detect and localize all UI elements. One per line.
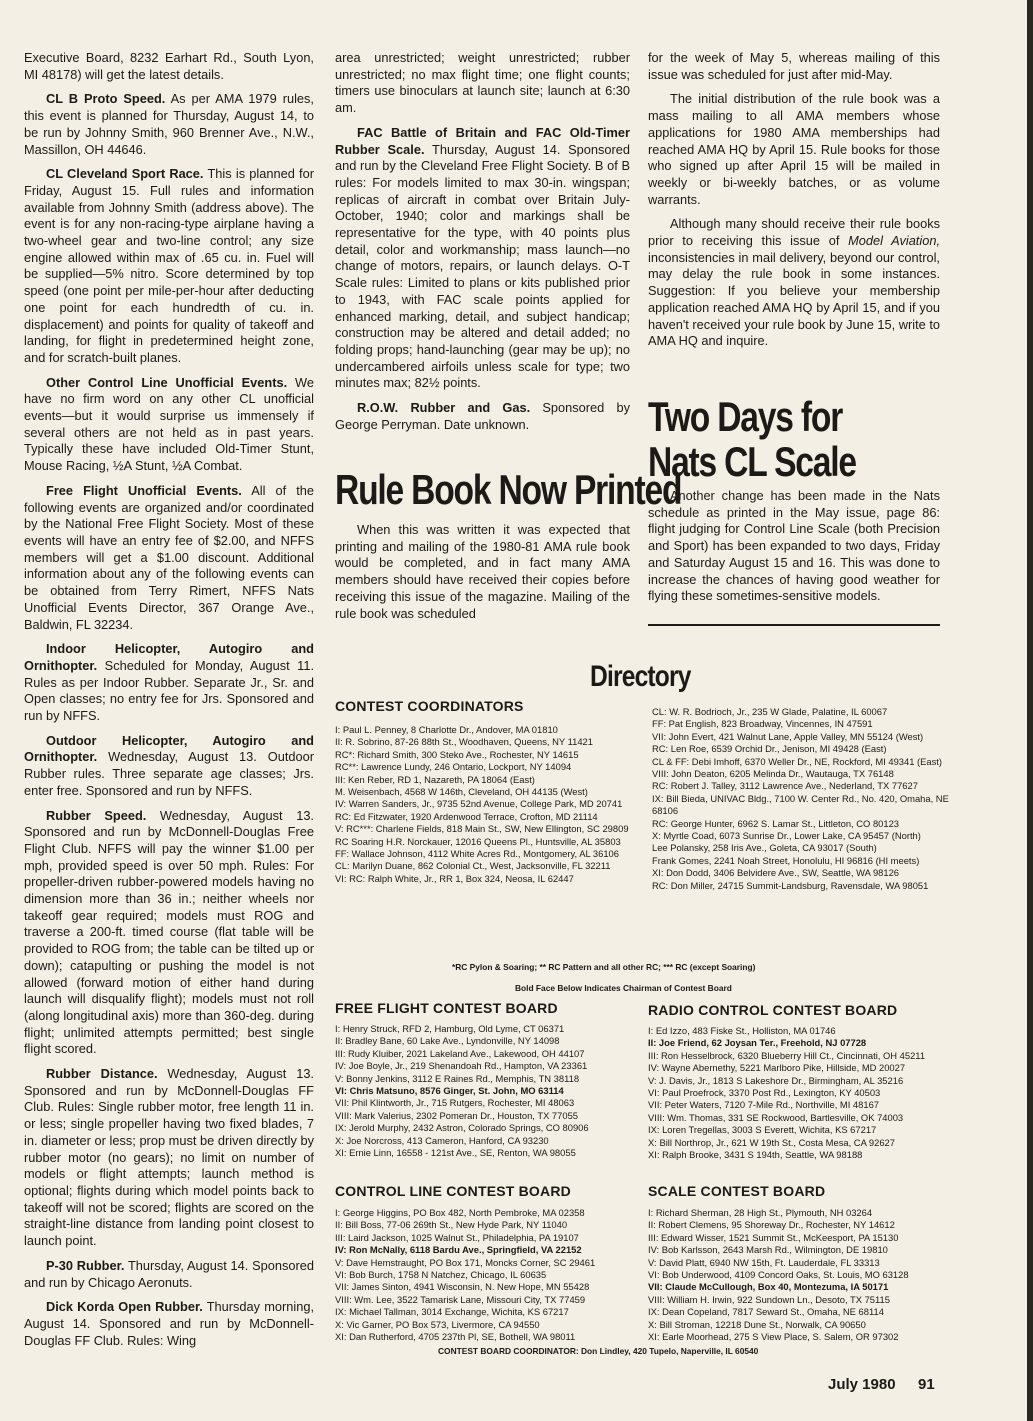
article-paragraph	[24, 1299, 314, 1349]
directory-entry: I: George Higgins, PO Box 482, North Pembroke, MA 02358	[335, 1207, 585, 1218]
article-paragraph	[24, 375, 314, 475]
directory-entry: Lee Polansky, 258 Iris Ave., Goleta, CA 93017 (South)	[652, 842, 877, 854]
directory-entry: XI: Don Dodd, 3406 Belvidere Ave., SW, Seattle, WA 98126	[652, 867, 900, 879]
directory-entry: II: R. Sobrino, 87-26 88th St., Woodhaven, Queens, NY 11421	[335, 736, 593, 748]
event-heading: FAC Battle of Britain and FAC Old-Timer Rubber Scale.	[335, 124, 630, 157]
event-heading: Other Control Line Unofficial Events.	[46, 374, 288, 390]
directory-entry: IV: Warren Sanders, Jr., 9735 52nd Avenue, College Park, MD 20741	[335, 798, 623, 810]
directory-entry: I: Ed Izzo, 483 Fiske St., Holliston, MA 01746	[648, 1025, 836, 1036]
directory-entry: XI: Ernie Linn, 16558 - 121st Ave., SE, Renton, WA 98055	[335, 1147, 576, 1159]
directory-entry: IX: Jerold Murphy, 2432 Astron, Colorado Springs, CO 80906	[335, 1122, 589, 1134]
directory-entry: I: Henry Struck, RFD 2, Hamburg, Old Lyme, CT 06371	[335, 1023, 565, 1034]
directory-entry: II: Bradley Bane, 60 Lake Ave., Lyndonville, NY 14098	[335, 1035, 560, 1047]
event-heading: Rubber Distance.	[46, 1066, 158, 1082]
directory-entry: III: Ron Hesselbrock, 6320 Blueberry Hill Ct., Cincinnati, OH 45211	[648, 1049, 926, 1061]
directory-entry: IV: Ron McNally, 6118 Bardu Ave., Springfield, VA 22152	[335, 1244, 582, 1256]
cl-board-list	[335, 1207, 635, 1343]
paragraph-text: As per AMA 1979 rules, this event is planned for Thursday, August 14, to be run by Johnny Smith, 960 Brenner Ave., N.W., Massillon, OH 44646.	[24, 91, 314, 157]
directory-entry: RC: Robert J. Talley, 3112 Lawrence Ave., Nederland, TX 77627	[652, 780, 918, 792]
directory-entry: III: Rudy Kluiber, 2021 Lakeland Ave., Lakewood, OH 44107	[335, 1047, 585, 1059]
directory-entry: RC: Ed Fitzwater, 1920 Ardenwood Terrace, Crofton, MD 21114	[335, 810, 598, 822]
paragraph-text: Wednesday, August 13. Sponsored and run by McDonnell-Douglas FF Club. Rules: Single rubber motor, free length 11 in. or less; single propeller having two fixed blades, 7 in. diameter or less; prop must be driven directly by rubber motor (no gears); no limit on number of models or flight attempts; launch method is optional; flights during which model points back to takeoff will not be scored; flights are scored on the straight-line distance from landing point closest to launch point.	[24, 1066, 314, 1249]
event-heading: R.O.W. Rubber and Gas.	[357, 400, 531, 416]
directory-entry: V: David Platt, 6940 NW 15th, Ft. Lauderdale, FL 33313	[648, 1256, 880, 1268]
directory-entry: VII: Peter Waters, 7120 7-Mile Rd., Northville, MI 48167	[648, 1099, 879, 1111]
directory-entry: IV: Bob Karlsson, 2643 Marsh Rd., Wilmington, DE 19810	[648, 1244, 888, 1256]
directory-entry: IX: Michael Tallman, 3014 Exchange, Wichita, KS 67217	[335, 1306, 569, 1318]
event-heading: CL B Proto Speed.	[46, 91, 166, 107]
ff-board-list	[335, 1023, 635, 1159]
directory-entry: VIII: Mark Valerius, 2302 Pomeran Dr., Houston, TX 77055	[335, 1109, 579, 1121]
article-paragraph	[24, 808, 314, 1059]
ff-board-heading: FREE FLIGHT CONTEST BOARD	[335, 1000, 558, 1016]
directory-entry: X: Vic Garner, PO Box 573, Livermore, CA 94550	[335, 1318, 540, 1330]
board-coordinator: CONTEST BOARD COORDINATOR: Don Lindley, 420 Tupelo, Naperville, IL 60540	[438, 1346, 759, 1356]
col3-p3-end: inconsistencies in mail delivery, beyond our control, may delay the rule book in some instances. Suggestion: If you believe your membership application reached AMA HQ by April 15, and if you haven't received your rule book by June 15, write to AMA HQ and inquire.	[648, 249, 940, 349]
paragraph-text: Wednesday, August 13. Outdoor Rubber rules. Three separate age classes; Jrs. enter free. Sponsored and run by NFFS.	[24, 749, 314, 798]
directory-entry: II: Joe Friend, 62 Joysan Ter., Freehold, NJ 07728	[648, 1037, 867, 1049]
event-heading: Outdoor Helicopter, Autogiro and Ornithopter.	[24, 732, 314, 765]
directory-entry: III: Edward Wisser, 1521 Summit St., McKeesport, PA 15130	[648, 1231, 899, 1243]
magazine-title: Model Aviation,	[848, 233, 940, 249]
page-number: 91	[918, 1376, 935, 1393]
article-paragraph	[24, 50, 314, 83]
directory-entry: III: Ken Reber, RD 1, Nazareth, PA 18064 (East)	[335, 773, 535, 785]
directory-entry: RC: George Hunter, 6962 S. Lamar St., Littleton, CO 80123	[652, 817, 900, 829]
twodays-article	[648, 488, 940, 613]
paragraph-text: All of the following events are organized and/or coordinated by the National Free Flight Society. Most of these events will have an entry fee of $2.00, and NFFS members will get a $1.00 discount. Additional information about any of the following events can be obtained from Terry Rimert, NFFS Nats Unofficial Events Director, 367 Orange Ave., Baldwin, FL 32234.	[24, 482, 314, 632]
paragraph-text: Executive Board, 8232 Earhart Rd., South Lyon, MI 48178) will get the latest details.	[24, 50, 314, 82]
rc-board-list	[648, 1025, 948, 1161]
event-heading: CL Cleveland Sport Race.	[46, 166, 204, 182]
directory-entry: XI: Dan Rutherford, 4705 237th Pl, SE, Bothell, WA 98011	[335, 1331, 576, 1343]
directory-entry: CL: W. R. Bodrioch, Jr., 235 W Glade, Palatine, IL 60067	[652, 706, 888, 717]
directory-entry: IX: Dean Copeland, 7817 Seward St., Omaha, NE 68114	[648, 1306, 884, 1318]
paragraph-text: Thursday, August 14. Sponsored and run by Chicago Aeronuts.	[24, 1257, 314, 1290]
column-3	[648, 50, 940, 358]
directory-entry: I: Richard Sherman, 28 High St., Plymouth, NH 03264	[648, 1207, 873, 1218]
twodays-title-line1: Two Days for	[648, 393, 843, 440]
article-paragraph	[335, 125, 630, 392]
directory-entry: VI: RC: Ralph White, Jr., RR 1, Box 324, Neosa, IL 62447	[335, 872, 574, 884]
directory-entry: VI: Chris Matsuno, 8576 Ginger, St. John, MO 63114	[335, 1085, 564, 1097]
directory-entry: X: Joe Norcross, 413 Cameron, Hanford, CA 93230	[335, 1134, 549, 1146]
directory-entry: VII: James Sinton, 4941 Wisconsin, N. New Hope, MN 55428	[335, 1281, 590, 1293]
directory-entry: IX: Loren Tregellas, 3003 S Everett, Wichita, KS 67217	[648, 1124, 877, 1136]
directory-entry: X: Bill Stroman, 12218 Dune St., Norwalk, CA 90650	[648, 1318, 866, 1330]
rulebook-headline: Rule Book Now Printed	[335, 466, 682, 513]
article-paragraph	[24, 1066, 314, 1250]
cl-board-heading: CONTROL LINE CONTEST BOARD	[335, 1183, 571, 1199]
event-heading: Rubber Speed.	[46, 807, 147, 823]
footer-date: July 1980	[828, 1376, 896, 1393]
directory-entry: V: J. Davis, Jr., 1813 S Lakeshore Dr., Birmingham, AL 35216	[648, 1074, 904, 1086]
directory-entry: VIII: William H. Irwin, 922 Sundown Ln., Desoto, TX 75115	[648, 1293, 890, 1305]
coordinators-heading: CONTEST COORDINATORS	[335, 698, 524, 714]
col3-paragraph-2: The initial distribution of the rule book was a mass mailing to all AMA members whose applications for 1980 AMA memberships had reached AMA HQ by April 15. Rule books for those who signed up after April 15 will be mailed in weekly or bi-weekly batches, or as volume warrants.	[648, 91, 940, 207]
directory-entry: VII: Phil Klintworth, Jr., 715 Rutgers, Rochester, MI 48063	[335, 1097, 575, 1109]
directory-entry: IV: Joe Boyle, Jr., 219 Shenandoah Rd., Hampton, VA 23361	[335, 1060, 588, 1072]
twodays-headline	[648, 394, 856, 484]
directory-title: Directory	[590, 660, 691, 693]
directory-entry: IV: Wayne Abernethy, 5221 Marlboro Pike, Hillside, MD 20027	[648, 1062, 906, 1074]
directory-entry: VI: Paul Proefrock, 3370 Post Rd., Lexington, KY 40503	[648, 1087, 881, 1099]
directory-entry: FF: Pat English, 823 Broadway, Vincennes, IN 47591	[652, 718, 873, 730]
twodays-title-line2: Nats CL Scale	[648, 438, 856, 485]
directory-entry: III: Laird Jackson, 1025 Walnut St., Philadelphia, PA 19107	[335, 1231, 579, 1243]
directory-entry: XI: Earle Moorhead, 275 S View Place, S. Salem, OR 97302	[648, 1331, 899, 1343]
article-paragraph	[335, 50, 630, 117]
event-heading: P-30 Rubber.	[46, 1257, 125, 1273]
rulebook-paragraph: When this was written it was expected that printing and mailing of the 1980-81 AMA rule book would be completed, and in fact many AMA members should have received their copies before receiving this issue of the magazine. Mailing of the rule book was scheduled	[335, 522, 630, 621]
event-heading: Indoor Helicopter, Autogiro and Ornithopter.	[24, 641, 314, 673]
column-1	[24, 50, 314, 1357]
directory-entry: RC**: Lawrence Lundy, 246 Ontario, Lockport, NY 14094	[335, 761, 572, 773]
directory-entry: V: RC***: Charlene Fields, 818 Main St., SW, New Ellington, SC 29809	[335, 823, 629, 835]
scale-board-heading: SCALE CONTEST BOARD	[648, 1183, 826, 1199]
col3-p3-start: Although many should receive their rule books prior to receiving this issue of	[648, 216, 940, 249]
directory-entry: VII: Claude McCullough, Box 40, Montezuma, IA 50171	[648, 1281, 889, 1293]
directory-entry: RC: Don Miller, 24715 Summit-Landsburg, Ravensdale, WA 98051	[652, 879, 929, 891]
article-paragraph	[24, 641, 314, 725]
directory-entry: RC: Len Roe, 6539 Orchid Dr., Jenison, MI 49428 (East)	[652, 743, 887, 755]
paragraph-text: Thursday morning, August 14. Sponsored and run by McDonnell-Douglas FF Club. Rules: Wing	[24, 1299, 314, 1348]
coordinators-footnote: *RC Pylon & Soaring; ** RC Pattern and all other RC; *** RC (except Soaring)	[452, 962, 756, 972]
directory-entry: CL: Marilyn Duane, 862 Colonial Ct., West, Jacksonville, FL 32211	[335, 860, 611, 872]
directory-entry: V: Bonny Jenkins, 3112 E Raines Rd., Memphis, TN 38118	[335, 1072, 580, 1084]
directory-entry: VI: Bob Burch, 1758 N Natchez, Chicago, IL 60635	[335, 1269, 547, 1281]
paragraph-text: Thursday, August 14. Sponsored and run by the Cleveland Free Flight Society. B of B rules: For models limited to max 30-in. wingspan; replicas of aircraft in combat over Britain July-October, 1940; color and markings shall be representative for the type, with 40 points plus detail, color and workmanship; mass launch—no change of motors, repairs, or launch delays. O-T Scale rules: Limited to plans or kits published prior to 1943, with FAC scale points applied for enhanced marking, detail, and subject handicap; construction may be altered and detail added; no folding props; hand-launching (gear may be up); no undercambered airfoils unless scale for type; two minutes max; 82½ points.	[335, 141, 631, 391]
directory-entry: VI: Bob Underwood, 4109 Concord Oaks, St. Louis, MO 63128	[648, 1269, 909, 1281]
paragraph-text: Wednesday, August 13. Sponsored and run by McDonnell-Douglas Free Flight Club. NFFS will pay the winner $1.00 per mph, provided speed is over 50 mph. Rules: For propeller-driven rubber-powered models having no dimension more than 36 in.; neither wheels nor takeoff gear required; models must ROG and traverse a 200-ft. timed course (flat table will be provided to ROG from; the table can be tilted up or down); catapulting or pushing the model is not allowed (forward motion of either hand during launch will disqualify flight); models must not roll (along longitudinal axis) more than 360-deg. during flight; unlimited attempts permitted; best single flight scored.	[24, 807, 314, 1057]
directory-entry: XI: Ralph Brooke, 3431 S 194th, Seattle, WA 98188	[648, 1149, 863, 1161]
directory-entry: II: Robert Clemens, 95 Shoreway Dr., Rochester, NY 14612	[648, 1219, 895, 1231]
paragraph-text: Scheduled for Monday, August 11. Rules as per Indoor Rubber. Separate Jr., Sr. and Open classes; no entry fee for Jrs. Sponsored and run by NFFS.	[24, 657, 314, 724]
rulebook-article	[335, 522, 630, 630]
coordinators-list-right	[652, 706, 952, 892]
directory-entry: FF: Wallace Johnson, 4112 White Acres Rd., Montgomery, AL 36106	[335, 848, 619, 860]
directory-entry: CL & FF: Debi Imhoff, 6370 Weller Dr., NE, Rockford, MI 49341 (East)	[652, 755, 943, 767]
paragraph-text: Sponsored by George Perryman. Date unknown.	[335, 400, 630, 432]
paragraph-text: area unrestricted; weight unrestricted; rubber unrestricted; no max flight time; one flight counts; timers use binoculars at launch site; launch at 6:30 am.	[335, 50, 630, 116]
directory-entry: RC Soaring H.R. Norckauer, 12016 Queens Pl., Huntsville, AL 35803	[335, 835, 621, 847]
directory-entry: V: Dave Hemstraught, PO Box 171, Moncks Corner, SC 29461	[335, 1256, 596, 1268]
article-paragraph	[24, 483, 314, 633]
directory-entry: M. Weisenbach, 4568 W 146th, Cleveland, OH 44135 (West)	[335, 786, 588, 798]
col3-paragraph-1: for the week of May 5, whereas mailing of this issue was scheduled for just after mid-May.	[648, 50, 940, 82]
rc-board-heading: RADIO CONTROL CONTEST BOARD	[648, 1002, 898, 1018]
article-paragraph	[24, 166, 314, 366]
page-edge	[1027, 0, 1033, 1421]
directory-entry: VIII: Wm. Thomas, 331 SE Rockwood, Bartlesville, OK 74003	[648, 1111, 904, 1123]
directory-entry: VII: John Evert, 421 Walnut Lane, Apple Valley, MN 55124 (West)	[652, 730, 924, 742]
twodays-paragraph: Another change has been made in the Nats schedule as printed in the May issue, page 86: flight judging for Control Line Scale (both Precision and Sport) has been expanded to two days, Friday and Saturday August 15 and 16. This was done to increase the chances of having good weather for flying these sometimes-sensitive models.	[648, 488, 940, 604]
article-paragraph	[24, 91, 314, 158]
col3-paragraph-3	[648, 216, 940, 350]
directory-entry: Frank Gomes, 2241 Noah Street, Honolulu, HI 96816 (HI meets)	[652, 854, 920, 866]
paragraph-text: This is planned for Friday, August 15. Full rules and information available from Johnny Smith (address above). The event is for any non-racing-type airplane having a two-wheel gear and two-line control; any size engine allowed within max of .65 cu. in. Fuel will be supplied—5% nitro. Score determined by top speed (one point per mile-per-hour after deducting one point for each hundredth of cu. in. displacement) and points for quality of takeoff and landing, for flight in predetermined height zone, and for scratch-built planes.	[24, 166, 314, 365]
paragraph-text: We have no firm word on any other CL unofficial events—but it would surprise us immensely if several others are not held as in past years. Typically these have included Old-Timer Stunt, Mouse Racing, ½A Stunt, ½A Combat.	[24, 374, 314, 474]
article-paragraph	[24, 733, 314, 800]
article-paragraph	[24, 1258, 314, 1291]
bold-face-note: Bold Face Below Indicates Chairman of Contest Board	[515, 983, 732, 993]
directory-entry: II: Bill Boss, 77-06 269th St., New Hyde Park, NY 11040	[335, 1219, 568, 1231]
section-divider	[648, 624, 940, 626]
directory-entry: VIII: John Deaton, 6205 Melinda Dr., Wautauga, TX 76148	[652, 768, 894, 780]
article-paragraph	[335, 400, 630, 433]
event-heading: Free Flight Unofficial Events.	[46, 482, 242, 498]
directory-entry: X: Bill Northrop, Jr., 621 W 19th St., Costa Mesa, CA 92627	[648, 1136, 895, 1148]
coordinators-list-left	[335, 724, 635, 885]
scale-board-list	[648, 1207, 948, 1343]
directory-entry: X: Myrtle Coad, 6073 Sunrise Dr., Lower Lake, CA 95457 (North)	[652, 830, 921, 842]
directory-entry: RC*: Richard Smith, 300 Steko Ave., Rochester, NY 14615	[335, 748, 579, 760]
column-2	[335, 50, 630, 441]
directory-entry: VIII: Wm. Lee, 3522 Tamarisk Lane, Missouri City, TX 77459	[335, 1293, 586, 1305]
event-heading: Dick Korda Open Rubber.	[46, 1299, 203, 1315]
directory-entry: I: Paul L. Penney, 8 Charlotte Dr., Andover, MA 01810	[335, 724, 558, 735]
directory-entry: IX: Bill Bieda, UNIVAC Bldg., 7100 W. Center Rd., No. 420, Omaha, NE 68106	[652, 792, 949, 817]
